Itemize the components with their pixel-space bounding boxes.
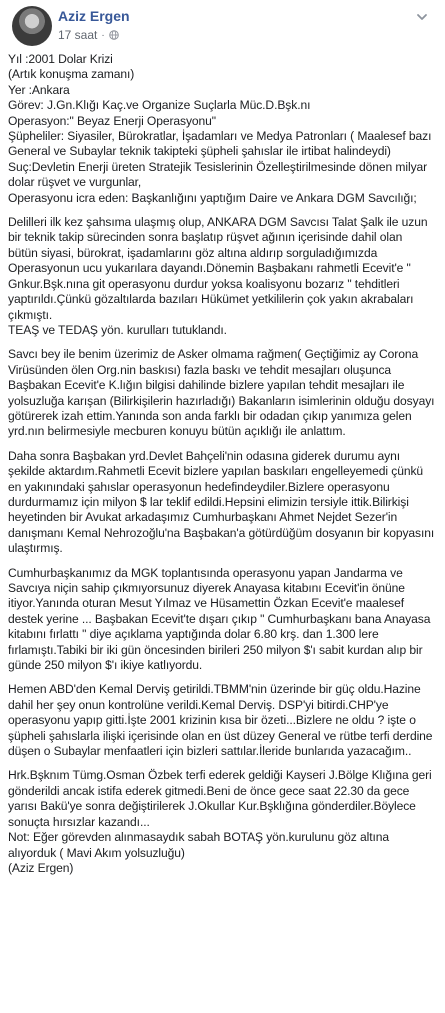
author-name[interactable]: Aziz Ergen [58, 8, 130, 24]
post-line: Operasyon:" Beyaz Enerji Operasyonu" [8, 113, 216, 128]
globe-icon [109, 30, 119, 40]
post-line: Görev: J.Gn.Klığı Kaç.ve Organize Suçlarla Müc.D.Bşk.nı [8, 98, 311, 113]
paragraph-3 [8, 347, 435, 439]
post-line: Yıl :2001 Dolar Krizi [8, 52, 113, 66]
post-line: Şüpheliler: Siyasiler, Bürokratlar, İşadamları ve Medya Patronları ( Maalesef bazı General ve Subaylar teknik takipteki şüpheli şahıslar ile irtibat halindeydi) [8, 129, 432, 159]
paragraph-7 [8, 768, 435, 876]
meta-separator: · [101, 29, 105, 41]
post-line: Hrk.Bşknım Tümg.Osman Özbek terfi ederek geldiği Kayseri J.Bölge Klığına geri gönderildi ancak istifa ederek gitmedi.Beni de önce gece saat 22.30 da gece yarısı Bakü'ye sonra değiştirilerek J.Okullar Kur.Bşklığına gönderdiler.Böylece sonuçta hırsızlar kazandı... [8, 768, 432, 829]
post-line: (Artık konuşma zamanı) [8, 67, 135, 82]
post-line: Suç:Devletin Enerji üreten Stratejik Tesislerinin Özelleştirilmesinde dönen milyar dolar rüşvet ve vurgunlar, [8, 159, 428, 190]
paragraph-6 [8, 682, 435, 759]
post-meta [58, 28, 119, 42]
post-line: Daha sonra Başbakan yrd.Devlet Bahçeli'nin odasına giderek durumu aynı şekilde aktardım.Rahmetli Ecevit bizlere yapılan baskıları engelleyemedi çünkü en yakınındaki şahıslar operasyonun hedefindeydiler.Bizlere operasyonu durdurmamız için milyon $ lar teklif edildi.Hepsini elimizin tersiyle ittik.Bilirkişi heyetinden bir Avukat arkadaşımız Cumhurbaşkanı Ahmet Nejdet Sezer'in danışmanı Kemal Nehrozoğlu'na Başbakan'a götürdüğüm dosyanın bir kopyasını ulaştırmış. [8, 448, 435, 556]
paragraph-4 [8, 449, 435, 557]
post-time[interactable]: 17 saat [58, 28, 98, 42]
post-line: TEAŞ ve TEDAŞ yön. kurulları tutuklandı. [8, 322, 227, 337]
paragraph-1 [8, 52, 435, 206]
post-line: Operasyonu icra eden: Başkanlığını yaptığım Daire ve Ankara DGM Savcılığı; [8, 190, 417, 205]
post-header [6, 0, 439, 52]
paragraph-2 [8, 215, 435, 338]
post-line: Savcı bey ile benim üzerimiz de Asker olmama rağmen( Geçtiğimiz ay Corona Virüsünden ölen Org.nin baskısı) fazla baskı ve tehdit mesajları oluşunca Başbakan Ecevit'e K.lığın bilgisi dahilinde bizlere yapılan tehdit mesajları ile yolsuzluğa karışan (Bilirkişilerin hazırladığı) Bakanların isimlerinin olduğu dosyayı götürerek izah ettim.Yanında son anda farklı bir odadan çıkıp yanımıza gelen yrd.nın belirmesiyle mecburen konuyu bütün açıklığı ile anlattım. [8, 347, 435, 439]
chevron-down-icon[interactable] [415, 10, 429, 24]
paragraph-5 [8, 566, 435, 674]
post-body [6, 52, 439, 876]
post-line: Hemen ABD'den Kemal Derviş getirildi.TBMM'nin üzerinde bir güç oldu.Hazine dahil her şey onun kontrolüne verildi.Kemal Derviş. DSP'yi bitirdi.CHP'ye operasyonu yapıp gitti.İşte 2001 krizinin kısa bir özeti...Bizlere ne oldu ? işte o şüpheli şahıslarla ilişki içerisinde olan en üst düzey General ve rütbe terfi derdine düşen o Subaylar menfaatleri için bizleri sattılar.İleride bunlarıda yazacağım.. [8, 682, 433, 759]
post-line: Delilleri ilk kez şahsıma ulaşmış olup, ANKARA DGM Savcısı Talat Şalk ile uzun bir teknik takip sürecinden sonra başlatıp rüşvet ağının içerisinde dahil olan bütün siyasi, bürokrat, işadamlarını göz altına aldırıp sorguladığımızda Operasyonun ucu yukarılara dayandı.Dönemin Başbakanı rahmetli Ecevit'e " Gnkur.Bşk.nına git operasyonu durdur yoksa koalisyonu bozarız " tehditleri yaptırıldı.Çünkü gözaltılarda bazıları Hükümet yetkililerin çok yakın akrabaları çıkmıştı. [8, 215, 428, 322]
post-signature: (Aziz Ergen) [8, 860, 74, 875]
post-line: Cumhurbaşkanımız da MGK toplantısında operasyonu yapan Jandarma ve Savcıya niçin sahip çıkmıyorsunuz diyerek Anayasa kitabını Ecevit'in önüne itiyor.Yanında oturan Mesut Yılmaz ve Hüsamettin Özkan Ecevit'e maalesef destek yerine ... Başbakan Ecevit'te dışarı çıkıp " Cumhurbaşkanı bana Anayasa kitabını fırlattı " diye açıklama yaptığında dolar 6.80 krş. dan 1.300 lere fırlamıştı.Tabiki bir iki gün öncesinden birileri 250 milyon $'ı sabit kurdan alıp bir günde 250 milyon $'ı ikiye katlıyordu. [8, 565, 431, 673]
post-line: Not: Eğer görevden alınmasaydık sabah BOTAŞ yön.kurulunu göz altına alıyorduk ( Mavi Akım yolsuzluğu) [8, 830, 389, 860]
avatar[interactable] [12, 6, 52, 46]
post-line: Yer :Ankara [8, 82, 70, 97]
